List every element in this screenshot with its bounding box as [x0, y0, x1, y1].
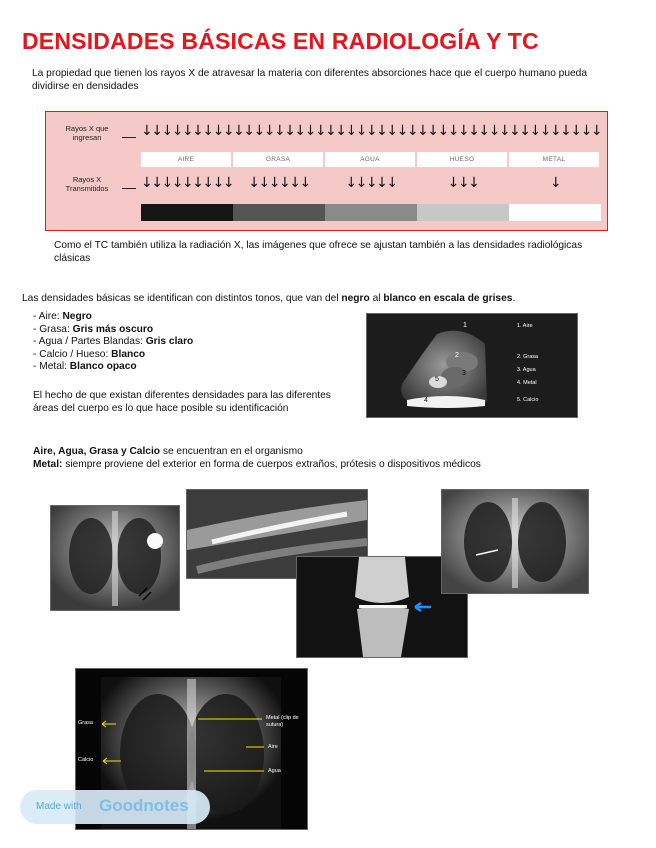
phantom-legend-4: 4. Metal: [517, 380, 537, 386]
incoming-arrows-metal: ↓↓↓↓↓↓↓↓↓: [509, 123, 602, 139]
density-item-value: Blanco: [111, 348, 146, 360]
density-item-prefix: - Calcio / Hueso:: [33, 348, 112, 360]
transmitted-arrows-hueso: ↓↓↓: [447, 175, 479, 191]
density-item-value: Gris más oscuro: [72, 323, 154, 335]
grays-intro: [22, 293, 652, 306]
density-diagram: [45, 111, 608, 231]
phantom-number-2: 2: [455, 352, 459, 359]
transmitted-arrows-metal: ↓: [549, 175, 561, 191]
incoming-pointer: [122, 137, 136, 138]
phantom-body: [401, 331, 487, 408]
density-bar-aire: [141, 204, 233, 221]
goodnotes-watermark[interactable]: [20, 790, 210, 824]
grays-intro-after: .: [512, 293, 516, 304]
transmitted-rays-label: Rayos X Transmitidos: [65, 175, 109, 193]
metal-line-rest: siempre proviene del exterior en forma de cuerpos extraños, prótesis o dispositivos médicos: [62, 459, 481, 470]
density-item-agua: [33, 336, 353, 349]
annotation-aire: Aire: [268, 744, 278, 750]
organism-line: [33, 446, 633, 459]
grays-intro-mid: al: [369, 293, 384, 304]
phantom-legend-5: 5. Calcio: [517, 397, 539, 403]
incoming-rays-label: Rayos X que ingresan: [65, 124, 109, 142]
material-grasa: GRASA: [233, 152, 323, 167]
identification-text: El hecho de que existan diferentes densidades para las diferentes áreas del cuerpo es lo que hace posible su identificación: [33, 390, 331, 414]
transmitted-arrows-grasa: ↓↓↓↓↓↓: [248, 175, 310, 191]
phantom-legend-3: 3. Agua: [517, 367, 536, 373]
annotation-grasa: Grasa: [78, 720, 93, 726]
material-hueso: HUESO: [417, 152, 507, 167]
organism-line-rest: se encuentran en el organismo: [160, 446, 303, 457]
intro-text: La propiedad que tienen los rayos X de atravesar la materia con diferentes absorciones hace que el cuerpo humano pueda dividirse en densidades: [32, 68, 588, 92]
density-item-calcio: [33, 349, 353, 362]
transmitted-pointer: [122, 188, 136, 189]
phantom-number-4: 4: [424, 397, 428, 404]
watermark-made-with: Made with: [36, 801, 82, 812]
density-bar-hueso: [417, 204, 509, 221]
density-item-value: Negro: [62, 311, 92, 322]
transmitted-arrows-aire: ↓↓↓↓↓↓↓↓↓: [141, 175, 234, 191]
density-item-metal: [33, 361, 353, 374]
incoming-arrows-aire: ↓↓↓↓↓↓↓↓↓: [141, 123, 234, 139]
density-item-value: Gris claro: [145, 336, 194, 347]
density-bar-grasa: [233, 204, 325, 221]
metal-line: [33, 459, 643, 472]
phantom-shapes: [367, 314, 577, 417]
density-bar-agua: [325, 204, 417, 221]
density-item-prefix: - Metal:: [33, 361, 70, 372]
phantom-number-3: 3: [462, 370, 466, 377]
xray-chest-foreign-body: [441, 489, 589, 594]
material-aire: AIRE: [141, 152, 231, 167]
organism-line-bold: Aire, Agua, Grasa y Calcio: [33, 446, 161, 457]
ct-note: Como el TC también utiliza la radiación X, las imágenes que ofrece se ajustan también a las densidades radiológicas clásicas: [54, 240, 583, 264]
metal-line-bold: Metal:: [33, 459, 63, 470]
annotation-calcio: Calcio: [78, 757, 94, 763]
incoming-arrows-grasa: ↓↓↓↓↓↓↓↓↓: [233, 123, 326, 139]
phantom-legend-2: 2. Grasa: [517, 354, 539, 360]
density-item-value: Blanco opaco: [69, 361, 137, 372]
density-item-prefix: - Grasa:: [33, 323, 73, 335]
density-bar-metal: [509, 204, 601, 221]
material-metal: METAL: [509, 152, 599, 167]
xray-chest-foreign-body-drawing: [442, 490, 588, 593]
incoming-arrows-agua: ↓↓↓↓↓↓↓↓↓: [325, 123, 418, 139]
phantom-legend-1: 1. Aire: [517, 323, 533, 329]
page-title: DENSIDADES BÁSICAS EN RADIOLOGÍA Y TC: [22, 28, 539, 54]
incoming-arrows-hueso: ↓↓↓↓↓↓↓↓↓: [417, 123, 510, 139]
density-item-grasa: [33, 324, 353, 337]
annotation-metal: Metal (clip de sutura): [266, 715, 299, 728]
phantom-ct-image: [366, 313, 578, 418]
grays-intro-blanco: blanco en escala de grises: [383, 293, 513, 304]
watermark-brand: Goodnotes: [99, 796, 189, 815]
annotation-agua: Agua: [268, 768, 281, 774]
material-agua: AGUA: [325, 152, 415, 167]
grays-intro-before: Las densidades básicas se identifican con distintos tonos, que van del: [22, 293, 342, 304]
xray-chest-pacemaker: [50, 505, 180, 611]
transmitted-arrows-agua: ↓↓↓↓↓: [345, 175, 397, 191]
density-item-prefix: - Aire:: [33, 311, 63, 322]
density-list: [33, 311, 353, 374]
phantom-number-5: 5: [435, 376, 439, 383]
xray-chest-pacemaker-drawing: [51, 506, 179, 610]
density-item-prefix: - Agua / Partes Blandas:: [33, 336, 146, 347]
grays-intro-negro: negro: [341, 293, 370, 304]
phantom-number-1: 1: [463, 322, 467, 329]
density-item-aire: [33, 311, 353, 324]
